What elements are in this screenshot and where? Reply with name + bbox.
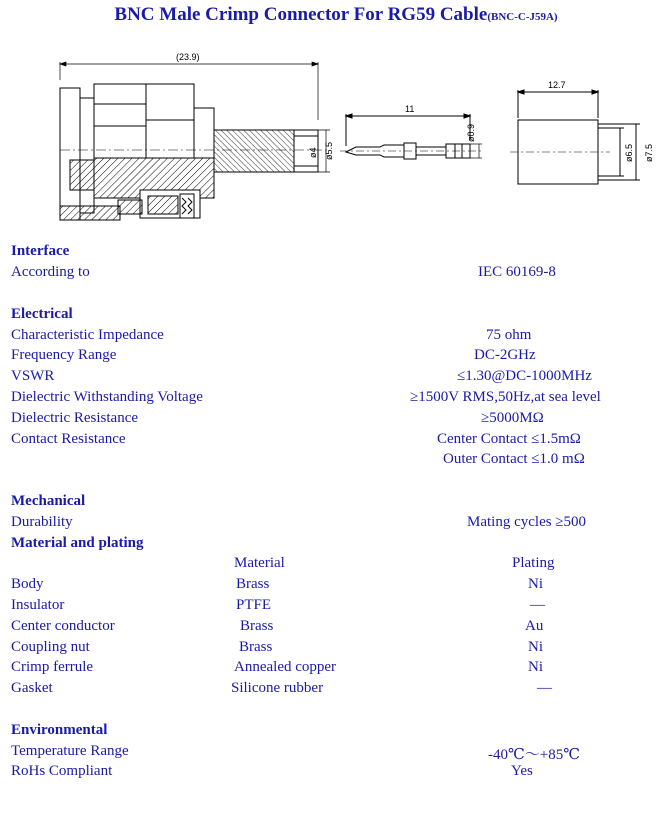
dim-overall: (23.9): [176, 52, 200, 62]
vswr-label: VSWR: [11, 368, 55, 384]
material-row-material: Brass: [239, 639, 273, 655]
material-row-plating: Ni: [528, 576, 543, 592]
material-row-part: Center conductor: [11, 618, 115, 634]
center-pin: [346, 114, 470, 159]
material-row-material: Brass: [240, 618, 274, 634]
part-number: (BNC-C-J59A): [487, 11, 558, 23]
dim-pin-length: 11: [405, 104, 415, 114]
material-column-header: Material: [234, 555, 285, 571]
material-row-plating: Ni: [528, 639, 543, 655]
material-row-part: Body: [11, 576, 44, 592]
frequency-value: DC-2GHz: [474, 347, 536, 363]
material-row-plating: Ni: [528, 659, 543, 675]
dim-ferrule-od: ø7.5: [644, 143, 654, 162]
material-row-part: Gasket: [11, 680, 53, 696]
material-row-plating: Au: [525, 618, 544, 634]
dr-value: ≥5000MΩ: [481, 410, 544, 426]
dwv-label: Dielectric Withstanding Voltage: [11, 389, 203, 405]
dim-pin-d: ø0.9: [466, 123, 476, 142]
interface-heading: Interface: [11, 243, 70, 259]
impedance-value: 75 ohm: [486, 327, 532, 343]
dwv-value: ≥1500V RMS,50Hz,at sea level: [410, 389, 601, 405]
vswr-value: ≤1.30@DC-1000MHz: [457, 368, 592, 384]
dim-d4: ø4: [308, 147, 318, 158]
frequency-label: Frequency Range: [11, 347, 117, 363]
dim-ferrule-length: 12.7: [548, 80, 566, 90]
material-row-part: Insulator: [11, 597, 65, 613]
materials-heading: Material and plating: [11, 535, 144, 551]
impedance-label: Characteristic Impedance: [11, 327, 164, 343]
material-row-material: PTFE: [236, 597, 272, 613]
rohs-label: RoHs Compliant: [11, 763, 113, 779]
page-title: [0, 4, 672, 26]
connector-drawing: [0, 40, 672, 230]
material-row-part: Coupling nut: [11, 639, 90, 655]
dim-ferrule-id: ø6.5: [624, 143, 634, 162]
temperature-value: -40℃～+85℃: [488, 747, 581, 763]
material-row-plating: —: [530, 597, 545, 613]
material-row-material: Silicone rubber: [231, 680, 324, 696]
dim-d55: ø5.5: [324, 141, 334, 160]
according-value: IEC 60169-8: [478, 264, 556, 280]
title-text: BNC Male Crimp Connector For RG59 Cable: [114, 4, 488, 25]
material-row-part: Crimp ferrule: [11, 659, 94, 675]
cr-label: Contact Resistance: [11, 431, 126, 447]
durability-value: Mating cycles ≥500: [467, 514, 587, 530]
mechanical-heading: Mechanical: [11, 493, 86, 509]
material-row-material: Annealed copper: [234, 659, 337, 675]
crimp-ferrule: [518, 90, 640, 184]
temperature-label: Temperature Range: [11, 743, 129, 759]
connector-body: [60, 84, 318, 220]
cr-center-value: Center Contact ≤1.5mΩ: [437, 431, 581, 447]
plating-column-header: Plating: [512, 555, 555, 571]
cr-outer-value: Outer Contact ≤1.0 mΩ: [443, 451, 585, 467]
environmental-heading: Environmental: [11, 722, 108, 738]
electrical-heading: Electrical: [11, 306, 73, 322]
rohs-value: Yes: [511, 763, 533, 779]
material-row-plating: —: [537, 680, 552, 696]
dr-label: Dielectric Resistance: [11, 410, 139, 426]
material-row-material: Brass: [236, 576, 270, 592]
durability-label: Durability: [11, 514, 73, 530]
according-label: According to: [11, 264, 90, 280]
